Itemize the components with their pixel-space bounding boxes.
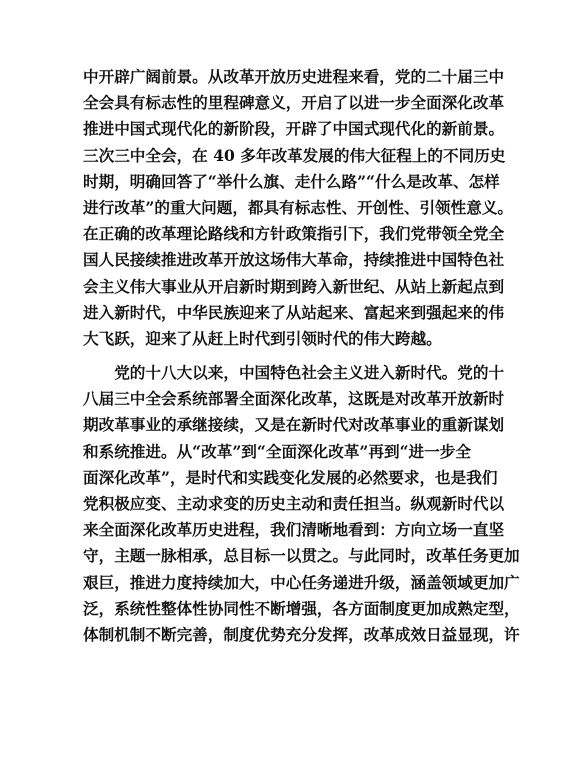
text-line: 全会具有标志性的里程碑意义，开启了以进一步全面深化改革 bbox=[83, 93, 505, 113]
text-line: 三次三中全会，在 40 多年改革发展的伟大征程上的不同历史 bbox=[83, 145, 506, 165]
text-line: 中开辟广阔前景。从改革开放历史进程来看，党的二十届三中 bbox=[83, 67, 505, 86]
paragraph-spacer bbox=[83, 352, 503, 360]
text-line: 来全面深化改革历史进程，我们清晰地看到：方向立场一直坚 bbox=[83, 520, 505, 540]
text-line: 进入新时代，中华民族迎来了从站起来、富起来到强起来的伟 bbox=[83, 302, 505, 322]
text-line: 和系统推进。从“改革”到“全面深化改革”再到“进一步全 bbox=[83, 441, 471, 461]
text-line: 在正确的改革理论路线和方针政策指引下，我们党带领全党全 bbox=[83, 224, 505, 244]
text-line: 会主义伟大事业从开启新时期到跨入新世纪、从站上新起点到 bbox=[83, 276, 505, 296]
text-line: 泛，系统性整体性协同性不断增强，各方面制度更加成熟定型， bbox=[83, 598, 520, 618]
text-line: 国人民接续推进改革开放这场伟大革命，持续推进中国特色社 bbox=[83, 250, 505, 270]
text-line: 期改革事业的承继接续，又是在新时代对改革事业的重新谋划 bbox=[83, 415, 505, 435]
text-line: 面深化改革”，是时代和实践变化发展的必然要求，也是我们 bbox=[83, 467, 498, 487]
text-line: 推进中国式现代化的新阶段，开辟了中国式现代化的新前景。 bbox=[83, 119, 505, 139]
text-line: 进行改革”的重大问题，都具有标志性、开创性、引领性意义。 bbox=[83, 197, 514, 217]
text-line: 党积极应变、主动求变的历史主动和责任担当。纵观新时代以 bbox=[83, 494, 505, 513]
text-line: 艰巨，推进力度持续加大，中心任务递进升级，涵盖领域更加广 bbox=[83, 572, 520, 592]
text-line: 八届三中全会系统部署全面深化改革，这既是对改革开放新时 bbox=[83, 389, 505, 409]
paragraph-1 bbox=[83, 64, 514, 352]
text-line: 大飞跃，迎来了从赶上时代到引领时代的伟大跨越。 bbox=[83, 328, 442, 348]
text-line: 党的十八大以来，中国特色社会主义进入新时代。党的十 bbox=[83, 363, 505, 383]
paragraph-2 bbox=[83, 360, 520, 648]
text-line: 时期，明确回答了“举什么旗、走什么路”“什么是改革、怎样 bbox=[83, 171, 500, 191]
text-line: 守，主题一脉相承，总目标一以贯之。与此同时，改革任务更加 bbox=[83, 546, 520, 566]
text-line: 体制机制不断完善，制度优势充分发挥，改革成效日益显现，许 bbox=[83, 624, 520, 644]
document-body bbox=[83, 64, 520, 648]
